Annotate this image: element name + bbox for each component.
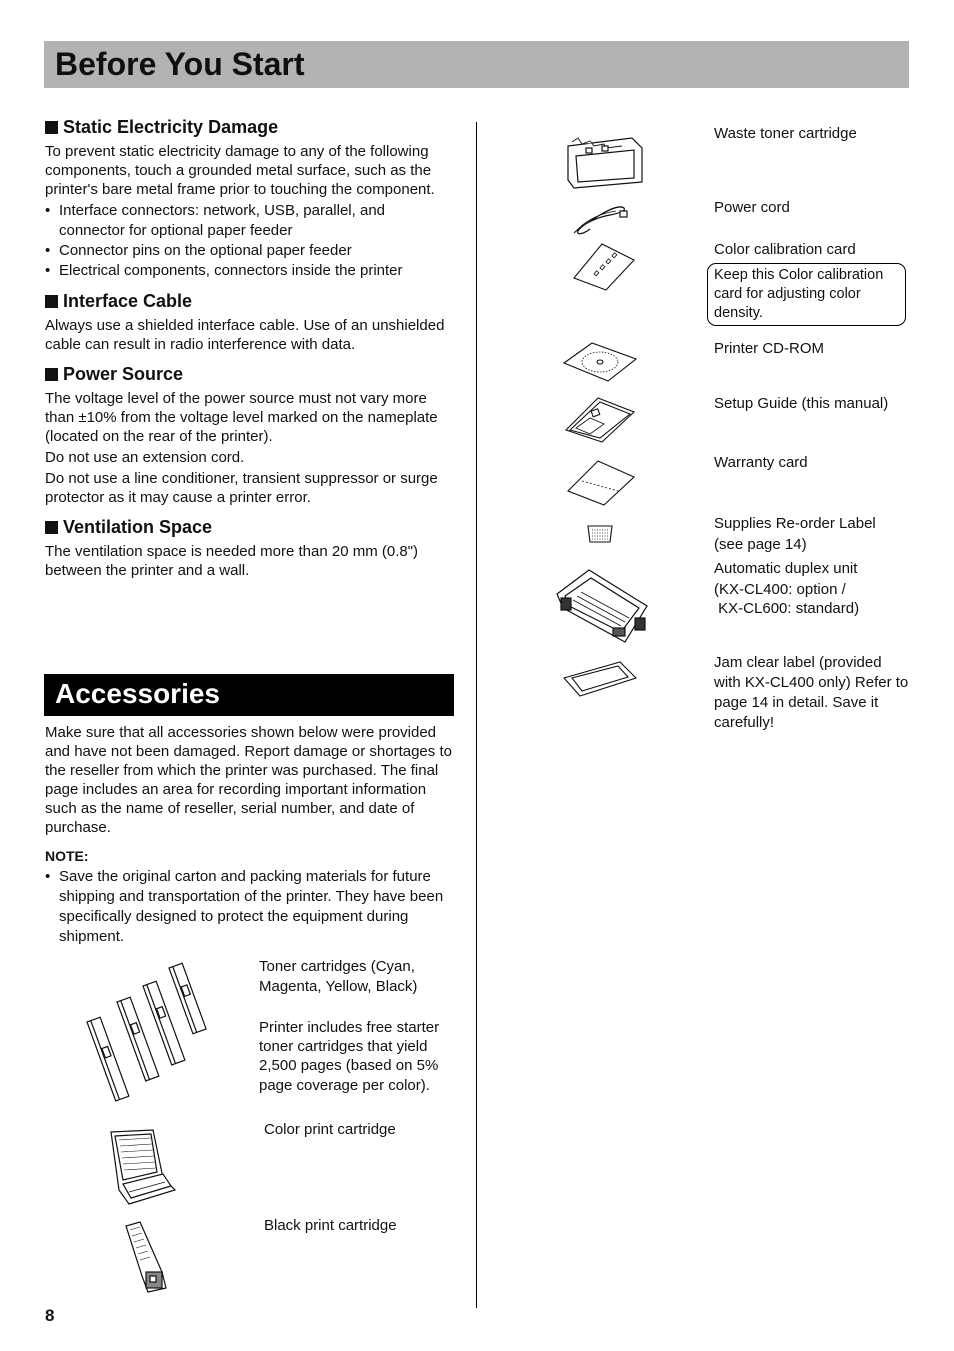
accessories-heading: Accessories — [55, 678, 221, 709]
cd-rom-icon — [562, 341, 638, 383]
calib-note-callout: Keep this Color calibration card for adjusting color density. — [707, 263, 906, 326]
section-body: Do not use an extension cord. — [45, 449, 245, 466]
list-item: • Electrical components, connectors inside the printer — [45, 261, 455, 281]
toner-note: Printer includes free starter toner cartridges that yield 2,500 pages (based on 5% page coverage per color). — [259, 1019, 440, 1094]
color-print-label: Color print cartridge — [264, 1121, 396, 1138]
setup-label: Setup Guide (this manual) — [714, 395, 889, 412]
column-divider — [476, 122, 477, 1308]
toner-cartridges-icon — [85, 962, 215, 1112]
power-cord-label: Power cord — [714, 199, 790, 216]
section-power — [45, 364, 455, 507]
page-title: Before You Start — [55, 46, 305, 82]
reorder-label-icon — [586, 524, 614, 544]
duplex-label-3: KX-CL600: standard) — [718, 600, 860, 617]
square-bullet-icon — [45, 368, 58, 381]
waste-toner-icon — [562, 134, 646, 190]
section-heading: Static Electricity Damage — [45, 117, 455, 138]
jam-label: Jam clear label (provided with KX-CL400 only) Refer to page 14 in detail. Save it carefully! — [714, 654, 909, 731]
calibration-card-icon — [572, 242, 636, 292]
section-body: Do not use a line conditioner, transient suppressor or surge protector as it may cause a printer error. — [45, 470, 438, 506]
square-bullet-icon — [45, 121, 58, 134]
black-print-label: Black print cartridge — [264, 1217, 397, 1234]
supplies-label: Supplies Re-order Label (see page 14) — [714, 515, 876, 553]
section-body: The ventilation space is needed more than 20 mm (0.8") between the printer and a wall. — [45, 543, 419, 579]
square-bullet-icon — [45, 521, 58, 534]
section-body: To prevent static electricity damage to any of the following components, touch a grounded metal surface, such as the printer's bare metal frame prior to touching the component. — [45, 143, 435, 198]
calib-label: Color calibration card — [714, 241, 856, 258]
page-header-banner — [44, 41, 909, 88]
warranty-label: Warranty card — [714, 454, 808, 471]
setup-guide-icon — [564, 396, 636, 444]
section-heading: Interface Cable — [45, 291, 455, 312]
section-heading: Ventilation Space — [45, 517, 455, 538]
cdrom-label: Printer CD-ROM — [714, 340, 825, 357]
accessories-intro: Make sure that all accessories shown below were provided and have not been damaged. Report damage or shortages to the reseller from which the printer was purchased. The final page includes an area for recording important information such as the name of reseller, serial number, and date of purchase. — [45, 724, 452, 836]
section-body: The voltage level of the power source must not vary more than ±10% from the voltage level marked on the nameplate (located on the rear of the printer). — [45, 390, 438, 445]
note-label: NOTE: — [45, 848, 89, 864]
list-item: • Connector pins on the optional paper feeder — [45, 241, 455, 261]
section-static — [45, 117, 455, 281]
duplex-unit-icon — [555, 568, 655, 644]
square-bullet-icon — [45, 295, 58, 308]
toner-title: Toner cartridges (Cyan, Magenta, Yellow, Black) — [259, 958, 418, 995]
duplex-label-2: (KX-CL400: option / — [714, 581, 846, 598]
left-column — [45, 117, 455, 590]
warranty-card-icon — [566, 459, 636, 507]
black-print-cartridge-icon — [122, 1220, 174, 1294]
duplex-label-1: Automatic duplex unit — [714, 560, 858, 577]
accessories-intro-block — [45, 723, 455, 947]
accessories-banner — [44, 674, 454, 716]
section-ventilation — [45, 517, 455, 580]
color-print-cartridge-icon — [105, 1128, 180, 1208]
note-item: • Save the original carton and packing materials for future shipping and transportation of the printer. They have been specifically designed to protect the equipment during shipment. — [45, 867, 455, 947]
page-number: 8 — [45, 1306, 55, 1325]
note-list — [45, 867, 455, 947]
list-item: • Interface connectors: network, USB, parallel, and connector for optional paper feeder — [45, 201, 455, 241]
bullet-list — [45, 201, 455, 281]
jam-label-icon — [562, 660, 638, 698]
section-heading: Power Source — [45, 364, 455, 385]
section-interface — [45, 291, 455, 354]
power-cord-icon — [570, 203, 630, 239]
section-body: Always use a shielded interface cable. Use of an unshielded cable can result in radio interference with data. — [45, 317, 445, 353]
waste-label: Waste toner cartridge — [714, 125, 857, 142]
